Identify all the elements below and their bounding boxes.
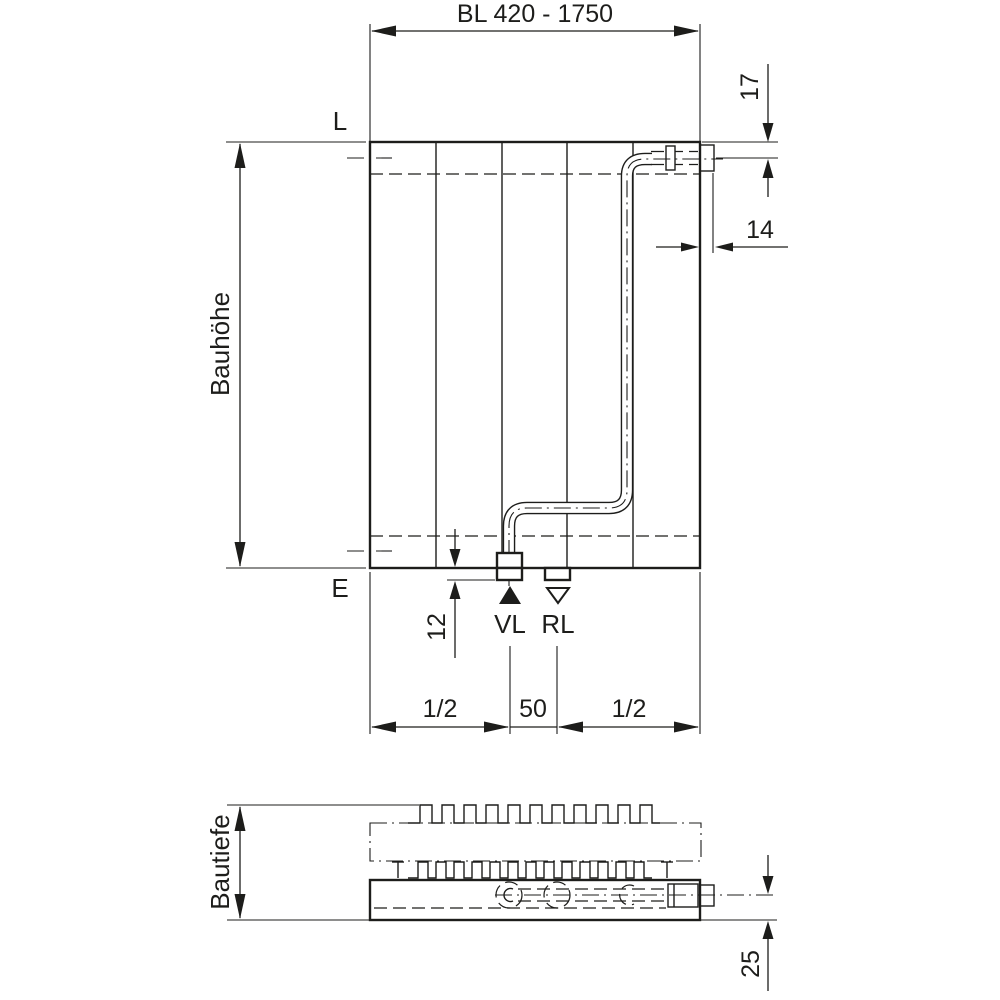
vl-connection bbox=[494, 586, 526, 639]
span-left-label: 1/2 bbox=[422, 695, 458, 723]
rl-connection bbox=[541, 588, 574, 639]
span-right-label: 1/2 bbox=[611, 695, 647, 723]
section-view bbox=[227, 805, 777, 920]
dimension-25 bbox=[737, 855, 774, 991]
front-view bbox=[331, 106, 723, 639]
dimension-bauhoehe bbox=[205, 142, 366, 568]
label-l: L bbox=[332, 106, 348, 136]
supply-arrow-icon bbox=[499, 586, 521, 604]
dim-17-label: 17 bbox=[736, 73, 764, 101]
dim-25-label: 25 bbox=[737, 950, 765, 978]
dimension-12 bbox=[423, 529, 495, 658]
bauhoehe-label: Bauhöhe bbox=[205, 291, 235, 397]
bl-range-label: BL 420 - 1750 bbox=[456, 0, 614, 28]
convector-fins-bottom bbox=[408, 862, 652, 878]
label-e: E bbox=[331, 573, 349, 603]
dim-14-label: 14 bbox=[746, 216, 774, 244]
bracket-tee bbox=[392, 862, 673, 878]
valve-fitting bbox=[497, 553, 522, 568]
pipe-routing bbox=[509, 146, 723, 586]
convector-fins-top bbox=[408, 805, 660, 823]
rear-panel-phantom bbox=[370, 823, 701, 861]
span-center-label: 50 bbox=[519, 695, 547, 723]
bautiefe-label: Bautiefe bbox=[205, 814, 235, 910]
dimension-bl bbox=[370, 0, 700, 142]
rl-label: RL bbox=[541, 609, 575, 639]
dimension-bottom-spans bbox=[370, 572, 700, 734]
front-panel-section bbox=[370, 880, 700, 920]
connection-nipple bbox=[666, 146, 675, 170]
rl-stub bbox=[545, 568, 570, 580]
vl-stub bbox=[497, 568, 522, 580]
lateral-connection-box bbox=[700, 145, 714, 171]
dim-12-label: 12 bbox=[423, 613, 451, 641]
return-arrow-icon bbox=[547, 588, 569, 603]
vl-label: VL bbox=[494, 609, 526, 639]
